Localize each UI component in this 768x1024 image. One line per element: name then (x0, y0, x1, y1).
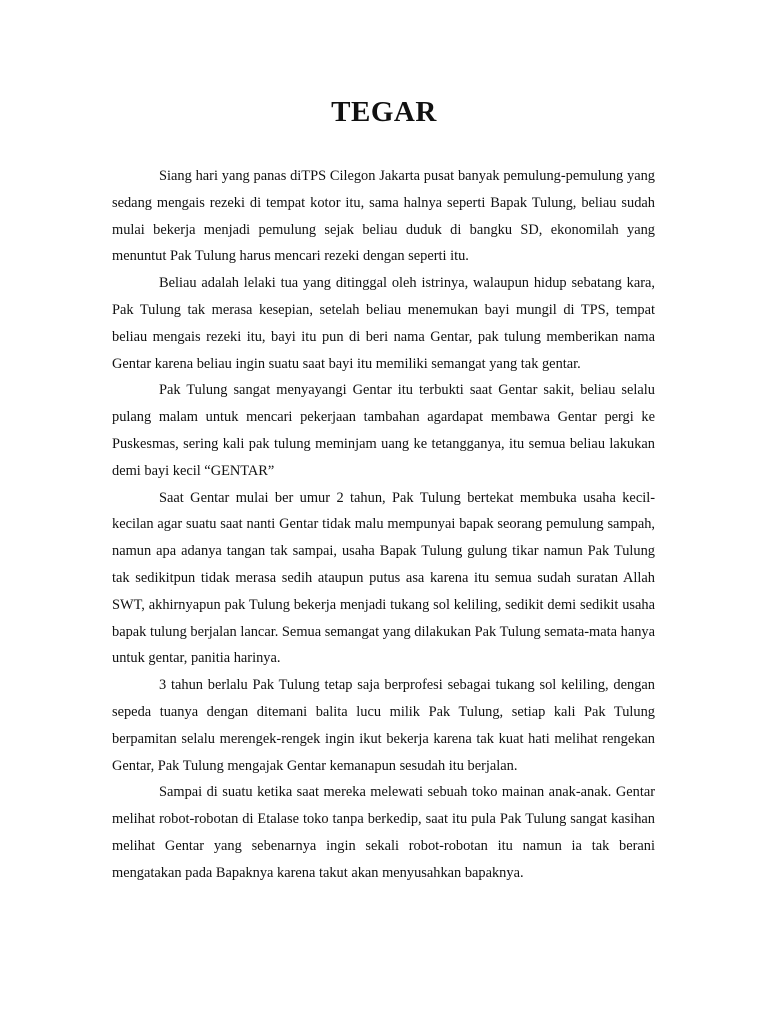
paragraph-2: Beliau adalah lelaki tua yang ditinggal oleh istrinya, walaupun hidup sebatang kara, Pak Tulung tak merasa kesepian, setelah beliau menemukan bayi mungil di TPS, tempat beliau mengais rezeki itu, bayi itu pun di beri nama Gentar, pak tulung memberikan nama Gentar karena beliau ingin suatu saat bayi itu memiliki semangat yang tak gentar. (112, 275, 655, 372)
paragraph-3: Pak Tulung sangat menyayangi Gentar itu terbukti saat Gentar sakit, beliau selalu pulang malam untuk mencari pekerjaan tambahan agardapat membawa Gentar pergi ke Puskesmas, sering kali pak tulung meminjam uang ke tetangganya, itu semua beliau lakukan demi bayi kecil “GENTAR” (112, 382, 655, 479)
paragraph-1: Siang hari yang panas diTPS Cilegon Jakarta pusat banyak pemulung-pemulung yang sedang mengais rezeki di tempat kotor itu, sama halnya seperti Bapak Tulung, beliau sudah mulai bekerja menjadi pemulung sejak beliau duduk di bangku SD, ekonomilah yang menuntut Pak Tulung harus mencari rezeki dengan seperti itu. (112, 168, 655, 265)
document-title: TEGAR (331, 96, 437, 128)
paragraph-6: Sampai di suatu ketika saat mereka melewati sebuah toko mainan anak-anak. Gentar melihat robot-robotan di Etalase toko tanpa berkedip, saat itu pula Pak Tulung sangat kasihan melihat Gentar yang sebenarnya ingin sekali robot-robotan itu namun ia tak berani mengatakan pada Bapaknya karena takut akan menyusahkan bapaknya. (112, 784, 655, 881)
paragraph-5: 3 tahun berlalu Pak Tulung tetap saja berprofesi sebagai tukang sol keliling, dengan sepeda tuanya dengan ditemani balita lucu milik Pak Tulung, setiap kali Pak Tulung berpamitan selalu merengek-rengek ingin ikut bekerja karena tak kuat hati melihat rengekan Gentar, Pak Tulung mengajak Gentar kemanapun sesudah itu berjalan. (112, 677, 655, 774)
paragraph-4: Saat Gentar mulai ber umur 2 tahun, Pak Tulung bertekat membuka usaha kecil-kecilan agar suatu saat nanti Gentar tidak malu mempunyai bapak seorang pemulung sampah, namun apa adanya tangan tak sampai, usaha Bapak Tulung gulung tikar namun Pak Tulung tak sedikitpun tidak merasa sedih ataupun putus asa karena itu semua sudah suratan Allah SWT, akhirnyapun pak Tulung bekerja menjadi tukang sol keliling, sedikit demi sedikit usaha bapak tulung berjalan lancar. Semua semangat yang dilakukan Pak Tulung semata-mata hanya untuk gentar, panitia harinya. (112, 489, 655, 667)
document-body (112, 163, 655, 887)
